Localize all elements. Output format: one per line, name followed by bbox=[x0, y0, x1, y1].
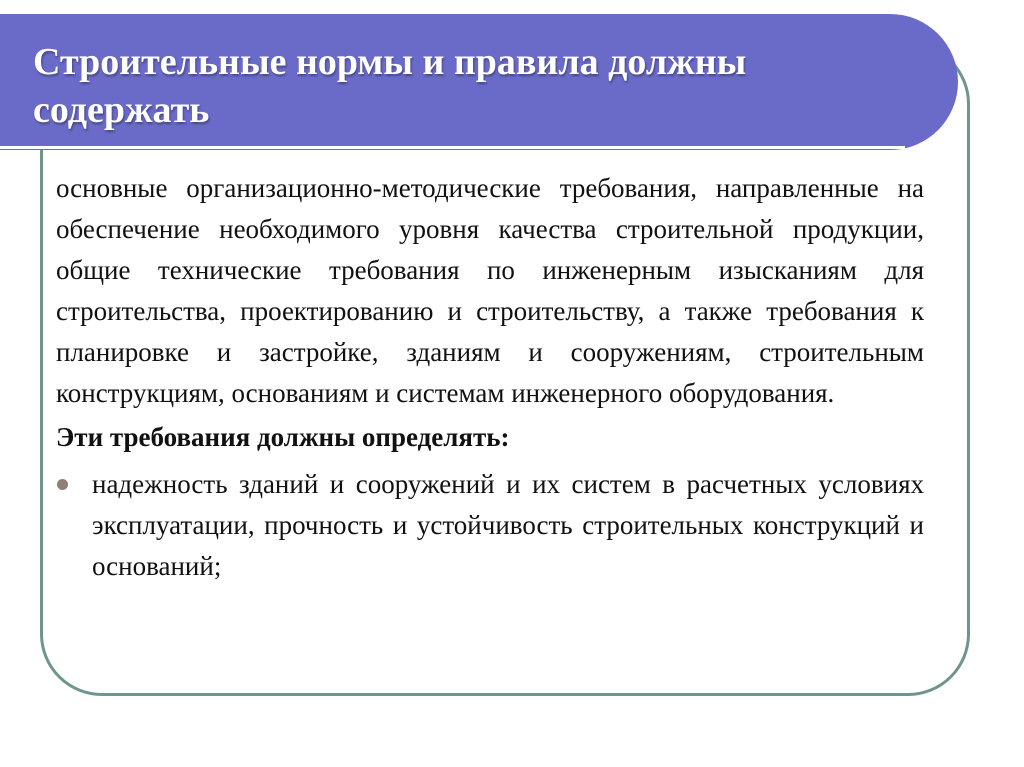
requirements-subheading: Эти требования должны определять: bbox=[56, 422, 510, 452]
title-underline bbox=[0, 146, 905, 149]
list-item bbox=[56, 464, 924, 587]
bullet-icon bbox=[57, 479, 68, 490]
slide-title: Строительные нормы и правила должны содержать bbox=[33, 41, 747, 131]
slide-body bbox=[56, 168, 924, 587]
requirements-list bbox=[56, 464, 924, 587]
title-bar bbox=[0, 14, 958, 150]
bullet-text: надежность зданий и сооружений и их систем в расчетных условиях эксплуатации, прочность и устойчивость строительных конструкций и оснований; bbox=[92, 469, 924, 581]
intro-paragraph: основные организационно-методические требования, направленные на обеспечение необходимого уровня качества строительной продукции, общие технические требования по инженерным изысканиям для строительства, проектированию и строительству, а также требования к планировке и застройке, зданиям и сооружениям, строительным конструкциям, основаниям и системам инженерного оборудования. bbox=[56, 173, 924, 408]
